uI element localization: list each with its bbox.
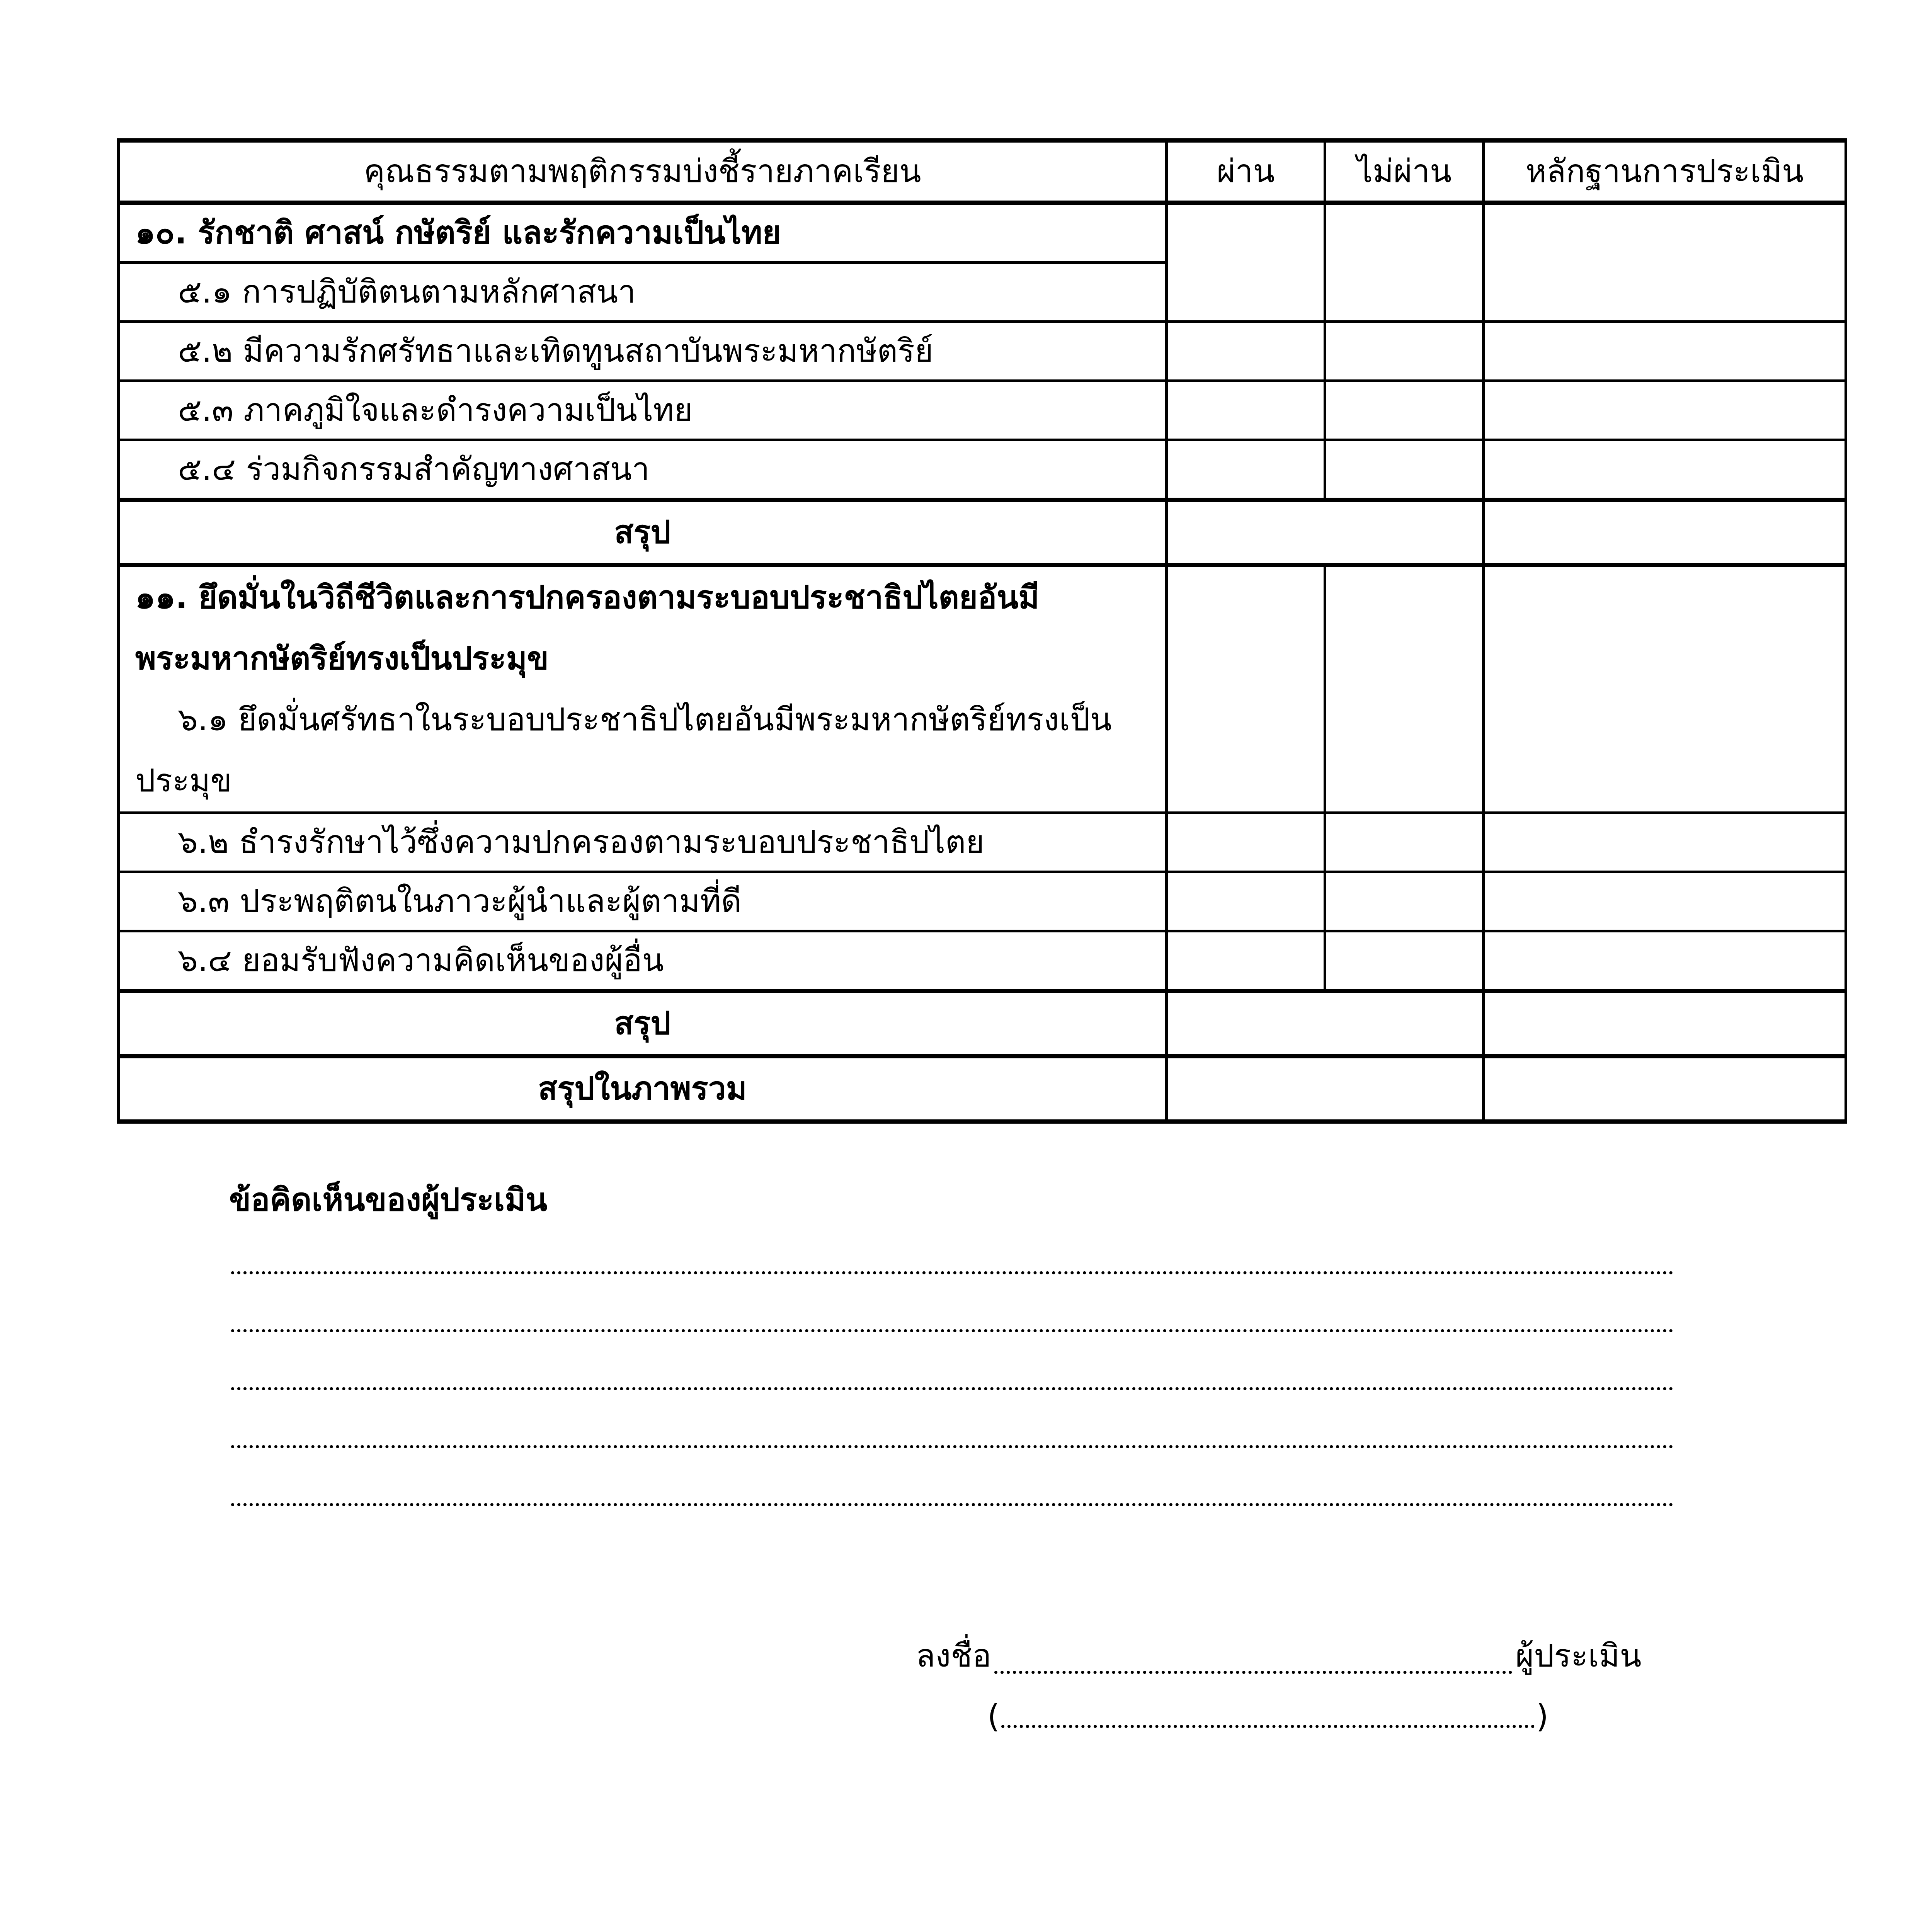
sign-prefix: ลงชื่อ <box>916 1638 992 1674</box>
sign-suffix: ผู้ประเมิน <box>1515 1638 1642 1674</box>
section-10-title: ๑๐. รักชาติ ศาสน์ กษัตริย์ และรักความเป็นไทย <box>119 203 1167 263</box>
fail-cell[interactable] <box>1325 203 1484 322</box>
header-fail: ไม่ผ่าน <box>1325 141 1484 203</box>
fail-cell[interactable] <box>1325 872 1484 931</box>
summary-evidence-cell[interactable] <box>1484 991 1846 1056</box>
section-10-item-3: ๕.๓ ภาคภูมิใจและดำรงความเป็นไทย <box>119 381 1167 440</box>
table-row <box>119 931 1846 991</box>
fail-cell[interactable] <box>1325 813 1484 872</box>
table-row <box>119 381 1846 440</box>
section-10-title-row <box>119 203 1846 263</box>
pass-cell[interactable] <box>1167 565 1325 813</box>
comment-line-4[interactable] <box>231 1445 1673 1448</box>
pass-cell[interactable] <box>1167 931 1325 991</box>
evidence-cell[interactable] <box>1484 931 1846 991</box>
summary-result-cell[interactable] <box>1167 991 1484 1056</box>
overall-result-cell[interactable] <box>1167 1056 1484 1122</box>
header-pass: ผ่าน <box>1167 141 1325 203</box>
header-evidence: หลักฐานการประเมิน <box>1484 141 1846 203</box>
evidence-cell[interactable] <box>1484 381 1846 440</box>
table-header-row <box>119 141 1846 203</box>
fail-cell[interactable] <box>1325 440 1484 500</box>
section-11-title-line-1: ๑๑. ยึดมั่นในวิถีชีวิตและการปกครองตามระบอบประชาธิปไตยอันมี <box>135 579 1040 616</box>
table-row <box>119 872 1846 931</box>
overall-summary-label: สรุปในภาพรวม <box>119 1056 1167 1122</box>
section-11-item-2: ๖.๒ ธำรงรักษาไว้ซึ่งความปกครองตามระบอบประชาธิปไตย <box>119 813 1167 872</box>
fail-cell[interactable] <box>1325 931 1484 991</box>
section-11-item-3: ๖.๓ ประพฤติตนในภาวะผู้นำและผู้ตามที่ดี <box>119 872 1167 931</box>
paren-close: ) <box>1536 1698 1548 1735</box>
assessment-table <box>117 138 1847 1124</box>
signature-line <box>916 1631 1642 1681</box>
pass-cell[interactable] <box>1167 440 1325 500</box>
overall-summary-row <box>119 1056 1846 1122</box>
signature-name-line <box>987 1698 1548 1735</box>
evidence-cell[interactable] <box>1484 203 1846 322</box>
table-row <box>119 813 1846 872</box>
section-11-summary-label: สรุป <box>119 991 1167 1056</box>
comment-line-5[interactable] <box>231 1503 1673 1506</box>
evidence-cell[interactable] <box>1484 565 1846 813</box>
section-11-title-row <box>119 565 1846 813</box>
section-11-summary-row <box>119 991 1846 1056</box>
comment-line-3[interactable] <box>231 1387 1673 1390</box>
overall-evidence-cell[interactable] <box>1484 1056 1846 1122</box>
pass-cell[interactable] <box>1167 381 1325 440</box>
comment-line-2[interactable] <box>231 1329 1673 1332</box>
fail-cell[interactable] <box>1325 381 1484 440</box>
comment-line-1[interactable] <box>231 1271 1673 1274</box>
section-10-summary-label: สรุป <box>119 500 1167 565</box>
section-10-item-2: ๕.๒ มีความรักศรัทธาและเทิดทูนสถาบันพระมหากษัตริย์ <box>119 322 1167 381</box>
header-criteria: คุณธรรมตามพฤติกรรมบ่งชี้รายภาคเรียน <box>119 141 1167 203</box>
section-11-title-block <box>119 565 1167 813</box>
evidence-cell[interactable] <box>1484 872 1846 931</box>
evidence-cell[interactable] <box>1484 813 1846 872</box>
summary-evidence-cell[interactable] <box>1484 500 1846 565</box>
table-row <box>119 440 1846 500</box>
evidence-cell[interactable] <box>1484 440 1846 500</box>
pass-cell[interactable] <box>1167 203 1325 322</box>
section-11-item-1-line-1: ๖.๑ ยึดมั่นศรัทธาในระบอบประชาธิปไตยอันมีพระมหากษัตริย์ทรงเป็น <box>178 701 1112 738</box>
fail-cell[interactable] <box>1325 322 1484 381</box>
pass-cell[interactable] <box>1167 813 1325 872</box>
fail-cell[interactable] <box>1325 565 1484 813</box>
section-10-summary-row <box>119 500 1846 565</box>
comments-title: ข้อคิดเห็นของผู้ประเมิน <box>229 1182 548 1218</box>
summary-result-cell[interactable] <box>1167 500 1484 565</box>
section-11-item-4: ๖.๔ ยอมรับฟังความคิดเห็นของผู้อื่น <box>119 931 1167 991</box>
pass-cell[interactable] <box>1167 322 1325 381</box>
section-11-item-1-line-2: ประมุข <box>135 762 232 799</box>
evaluator-name-field[interactable] <box>1001 1725 1535 1728</box>
section-11-title-line-2: พระมหากษัตริย์ทรงเป็นประมุข <box>135 640 549 677</box>
paren-open: ( <box>987 1698 1000 1735</box>
section-10-item-4: ๕.๔ ร่วมกิจกรรมสำคัญทางศาสนา <box>119 440 1167 500</box>
pass-cell[interactable] <box>1167 872 1325 931</box>
evidence-cell[interactable] <box>1484 322 1846 381</box>
table-row <box>119 322 1846 381</box>
signature-field[interactable] <box>994 1671 1512 1674</box>
section-10-item-1: ๕.๑ การปฏิบัติตนตามหลักศาสนา <box>119 263 1167 322</box>
